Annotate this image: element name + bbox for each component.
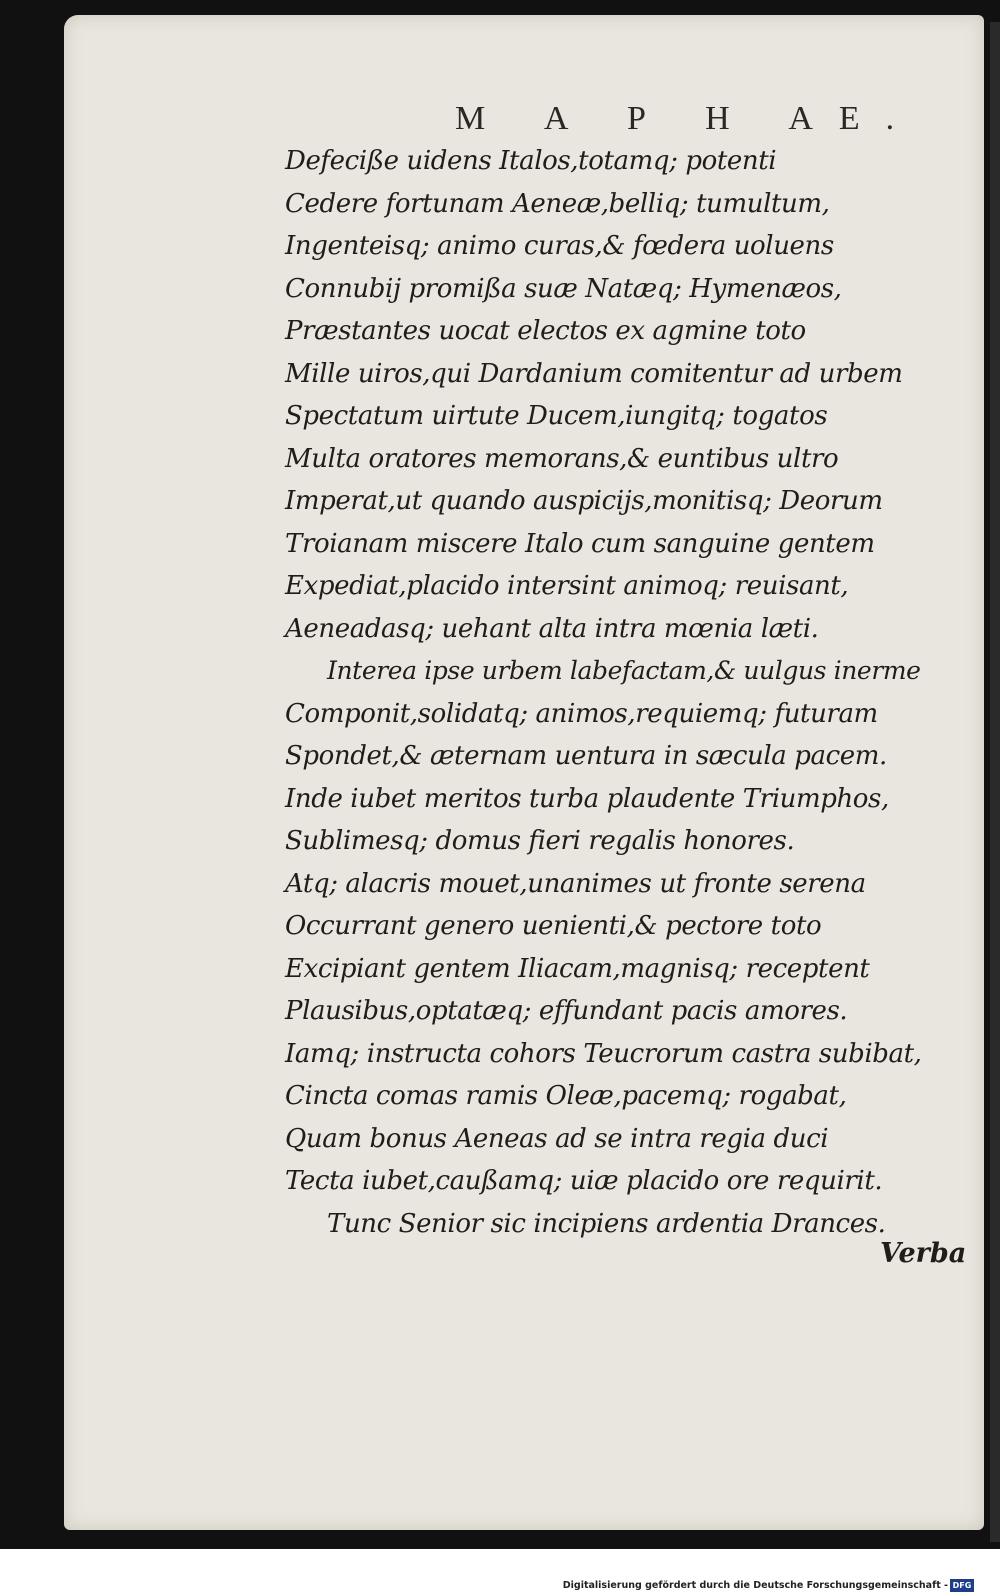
verse-line: Ingenteisq; animo curas,& fœdera uoluens — [285, 231, 834, 261]
verse-line: Defeciße uidens Italos,totamq; potenti — [285, 146, 777, 176]
verse-line: Quam bonus Aeneas ad se intra regia duci — [285, 1123, 829, 1154]
verse-line: Spondet,& æternam uentura in sæcula pacem. — [285, 741, 887, 771]
verse-line: Iamq; instructa cohors Teucrorum castra subibat, — [285, 1038, 922, 1069]
verse-line: Inde iubet meritos turba plaudente Triumphos, — [285, 783, 889, 814]
verse-line: Imperat,ut quando auspicijs,monitisq; Deorum — [285, 486, 883, 516]
verse-line: Tecta iubet,caußamq; uiæ placido ore requirit. — [285, 1166, 883, 1196]
footer-credit: Digitalisierung gefördert durch die Deutsche Forschungsgemeinschaft - — [562, 1580, 948, 1591]
verse-line: Atq; alacris mouet,unanimes ut fronte serena — [285, 868, 866, 899]
verse-line: Mille uiros,qui Dardanium comitentur ad urbem — [285, 358, 903, 389]
page-edge — [990, 22, 1000, 1542]
verse-text-block — [285, 140, 925, 1245]
dfg-logo-icon: DFG — [950, 1579, 974, 1592]
verse-line: Troianam miscere Italo cum sanguine gentem — [285, 528, 875, 559]
verse-line: Componit,solidatq; animos,requiemq; futuram — [285, 698, 878, 729]
verse-line: Spectatum uirtute Ducem,iungitq; togatos — [285, 401, 828, 431]
verse-line: Plausibus,optatæq; effundant pacis amores. — [285, 996, 848, 1026]
verse-line: Expediat,placido intersint animoq; reuisant, — [285, 571, 849, 601]
verse-line: Cincta comas ramis Oleæ,pacemq; rogabat, — [285, 1081, 847, 1111]
running-head: M A P H AE. — [455, 100, 921, 137]
verse-line: Tunc Senior sic incipiens ardentia Drances. — [327, 1208, 886, 1239]
verse-line: Multa oratores memorans,& euntibus ultro — [285, 443, 839, 474]
catchword: Verba — [880, 1238, 967, 1269]
verse-line: Connubij promißa suæ Natæq; Hymenæos, — [285, 273, 842, 304]
verse-line: Occurrant genero uenienti,& pectore toto — [285, 911, 822, 941]
verse-line: Sublimesq; domus fieri regalis honores. — [285, 826, 795, 856]
verse-line: Interea ipse urbem labefactam,& uulgus inerme — [327, 656, 921, 685]
verse-line: Cedere fortunam Aeneæ,belliq; tumultum, — [285, 188, 830, 219]
verse-line: Excipiant gentem Iliacam,magnisq; receptent — [285, 953, 870, 984]
verse-line: Præstantes uocat electos ex agmine toto — [285, 316, 806, 346]
verse-line: Aeneadasq; uehant alta intra mœnia læti. — [285, 613, 819, 644]
